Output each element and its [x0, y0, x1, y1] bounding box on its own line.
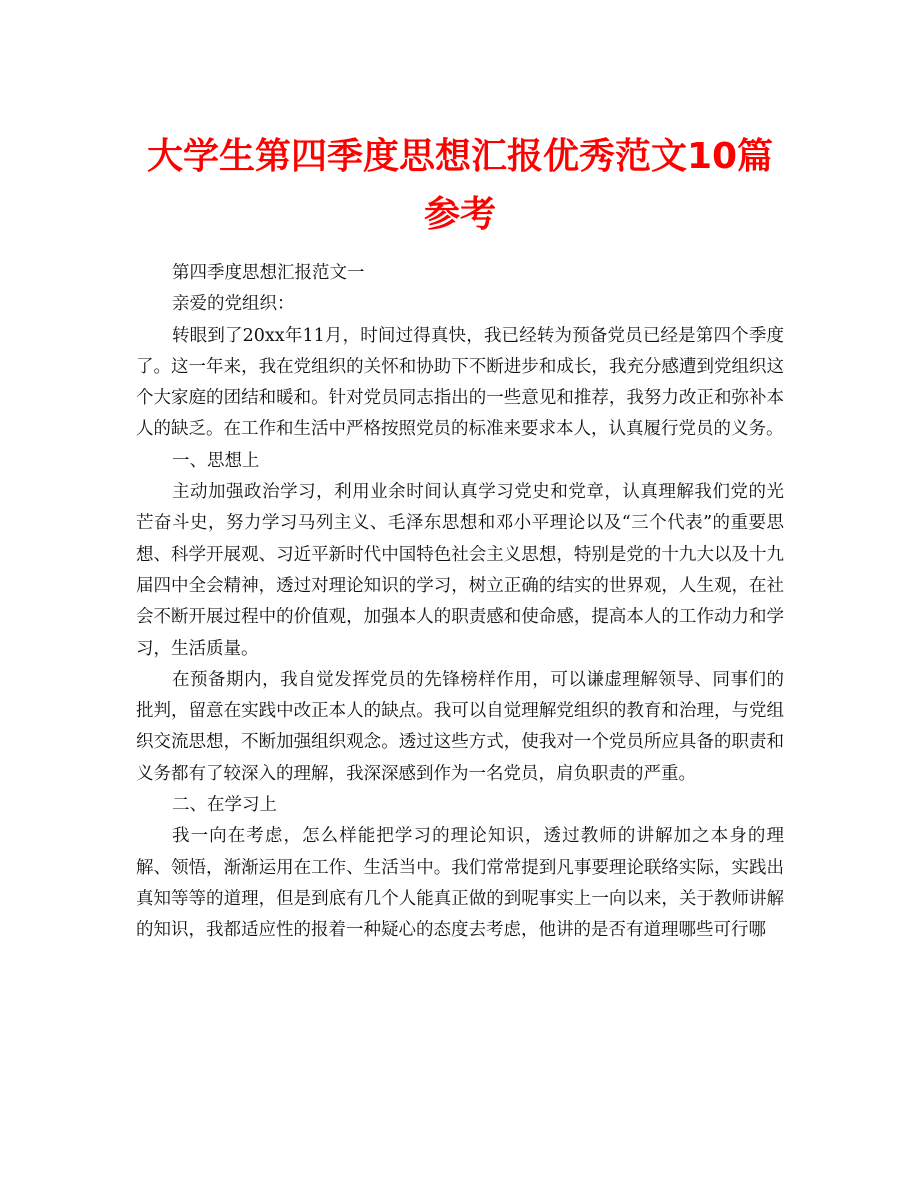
paragraph: 主动加强政治学习，利用业余时间认真学习党史和党章，认真理解我们党的光芒奋斗史，努力学习马列主义、毛泽东思想和邓小平理论以及“三个代表”的重要思想、科学开展观、习近平新时代中国特色社会主义思想，特别是党的十九大以及十九届四中全会精神，透过对理论知识的学习，树立正确的结实的世界观，人生观，在社会不断开展过程中的价值观，加强本人的职责感和使命感，提高本人的工作动力和学习，生活质量。	[136, 482, 784, 659]
paragraph: 我一向在考虑，怎么样能把学习的理论知识，透过教师的讲解加之本身的理解、领悟，渐渐运用在工作、生活当中。我们常常提到凡事要理论联络实际，实践出真知等等的道理，但是到底有几个人能真正做的到呢事实上一向以来，关于教师讲解的知识，我都适应性的报着一种疑心的态度去考虑，他讲的是否有道理哪些可行哪	[136, 826, 784, 941]
document-title: 大学生第四季度思想汇报优秀范文10篇参考	[146, 136, 774, 235]
document-body	[136, 258, 784, 947]
section-heading: 二、在学习上	[172, 795, 277, 816]
paragraph: 转眼到了20xx年11月，时间过得真快，我已经转为预备党员已经是第四个季度了。这一年来，我在党组织的关怀和协助下不断进步和成长，我充分感遭到党组织这个大家庭的团结和暖和。针对党员同志指出的一些意见和推荐，我努力改正和弥补本人的缺乏。在工作和生活中严格按照党员的标准来要求本人，认真履行党员的义务。	[136, 325, 784, 440]
section-heading: 一、思想上	[172, 450, 260, 471]
paragraph: 在预备期内，我自觉发挥党员的先锋榜样作用，可以谦虚理解领导、同事们的批判，留意在实践中改正本人的缺点。我可以自觉理解党组织的教育和治理，与党组织交流思想，不断加强组织观念。透过这些方式，使我对一个党员所应具备的职责和义务都有了较深入的理解，我深深感到作为一名党员，肩负职责的严重。	[136, 669, 784, 784]
salutation: 亲爱的党组织：	[172, 294, 295, 315]
section-heading: 第四季度思想汇报范文一	[172, 263, 365, 283]
